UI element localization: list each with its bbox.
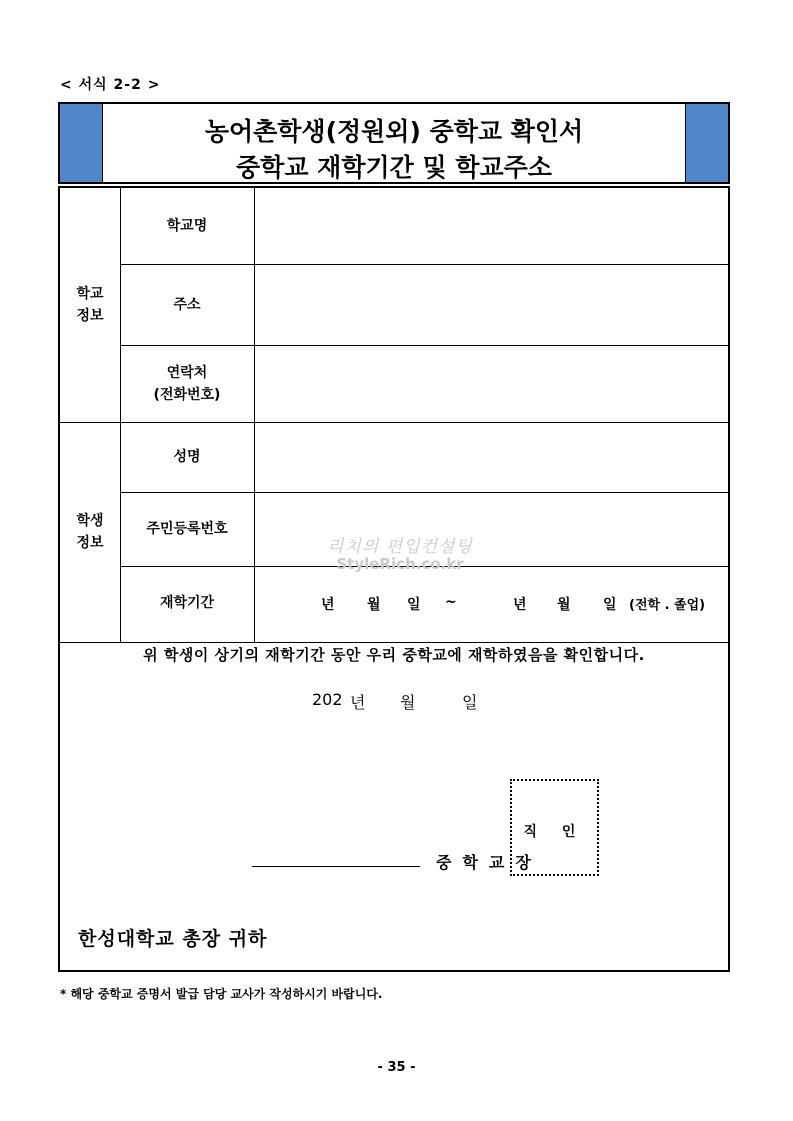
enrollment-period-label: 재학기간 <box>159 595 215 611</box>
student-info-section-text: 학생 정보 <box>76 513 104 551</box>
school-info-section-text: 학교 정보 <box>76 286 104 324</box>
section-divider <box>60 642 728 643</box>
school-name-signature-line[interactable] <box>252 866 420 867</box>
end-day-unit: 일 <box>603 597 617 613</box>
school-address-field[interactable] <box>255 265 728 345</box>
form-number-label: < 서식 2-2 > <box>60 77 161 93</box>
addressee: 한성대학교 총장 귀하 <box>78 928 268 950</box>
document-subtitle: 중학교 재학기간 및 학교주소 <box>236 153 552 182</box>
principal-label: 중학교장 <box>436 853 542 872</box>
start-year-unit: 년 <box>321 597 335 613</box>
school-address-label: 주소 <box>173 297 201 313</box>
title-header <box>58 102 730 184</box>
watermark-korean: 리치의 편입컨설팅 <box>327 537 473 557</box>
end-month-unit: 월 <box>557 597 571 613</box>
school-name-field[interactable] <box>255 188 728 264</box>
school-phone-field[interactable] <box>255 346 728 422</box>
period-separator: ~ <box>445 594 457 610</box>
document-title: 농어촌학생(정원외) 중학교 확인서 <box>204 117 584 146</box>
school-info-section-label <box>60 283 120 327</box>
issue-date-day[interactable]: 일 <box>462 693 478 712</box>
form-table <box>58 186 730 972</box>
student-name-label: 성명 <box>173 449 201 465</box>
issue-date-year[interactable]: 년 <box>350 693 366 712</box>
page-number: - 35 - <box>377 1060 416 1075</box>
watermark-url: StyleRich.co.kr <box>336 555 464 573</box>
start-month-unit: 월 <box>367 597 381 613</box>
confirmation-statement: 위 학생이 상기의 재학기간 동안 우리 중학교에 재학하였음을 확인합니다. <box>143 646 645 664</box>
column-divider-section <box>120 188 121 642</box>
transfer-graduation-status[interactable]: (전학 . 졸업) <box>629 598 706 613</box>
issue-date-month[interactable]: 월 <box>400 693 416 712</box>
student-name-field[interactable] <box>255 423 728 492</box>
seal-label: 직 인 <box>523 824 586 840</box>
school-name-label: 학교명 <box>166 218 208 234</box>
issue-date-prefix[interactable]: 202 <box>312 690 343 709</box>
footnote: * 해당 중학교 증명서 발급 담당 교사가 작성하시기 바랍니다. <box>60 987 383 1001</box>
start-day-unit: 일 <box>407 597 421 613</box>
resident-number-label: 주민등록번호 <box>146 521 228 537</box>
school-phone-label: 연락처 (전화번호) <box>153 365 221 403</box>
student-info-section-label <box>60 510 120 554</box>
end-year-unit: 년 <box>513 597 527 613</box>
resident-number-field[interactable] <box>255 493 728 566</box>
official-seal-box[interactable] <box>510 779 599 876</box>
enrollment-period-field[interactable] <box>255 567 728 642</box>
